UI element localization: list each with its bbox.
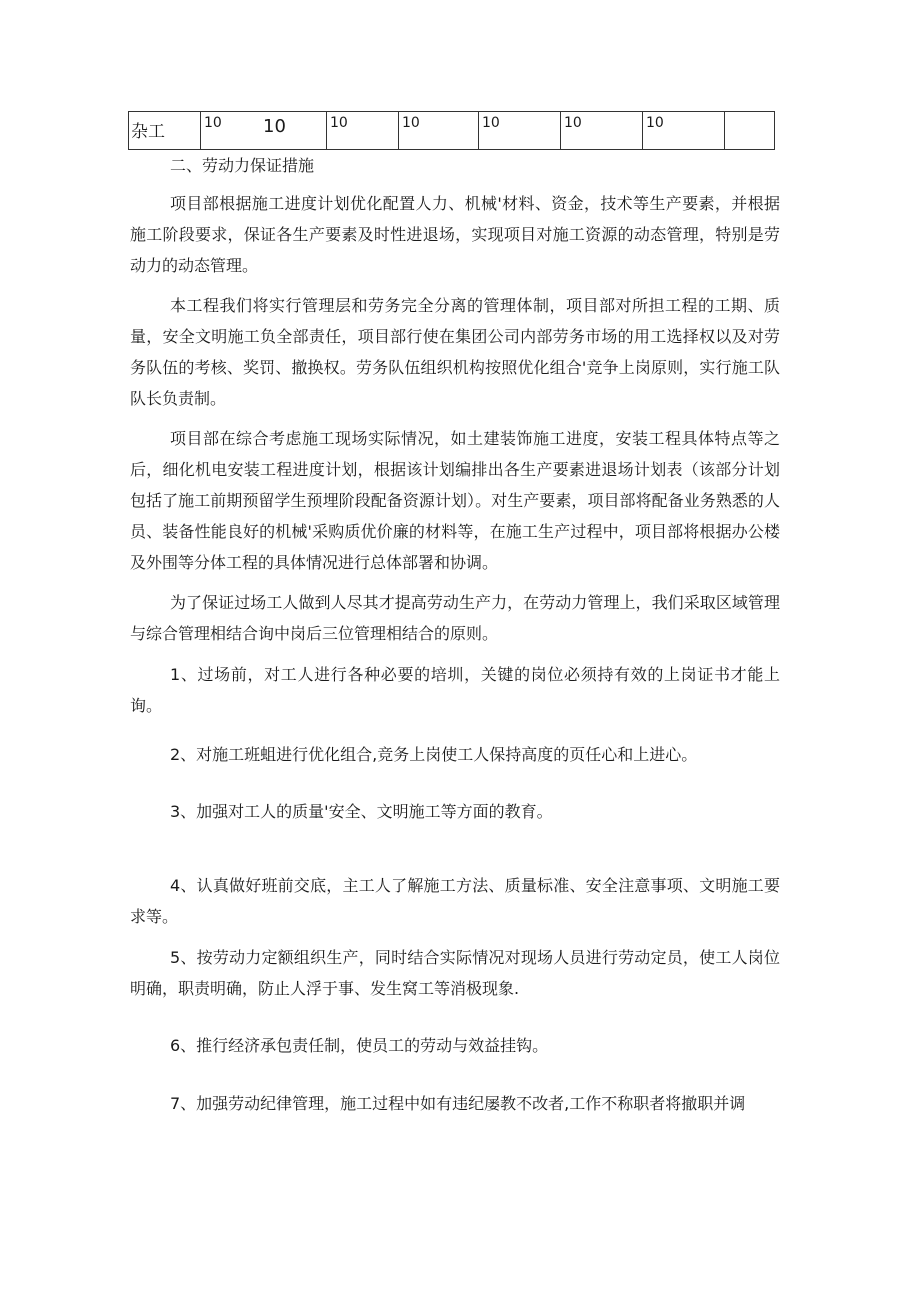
section-heading: 二、劳动力保证措施	[170, 156, 315, 175]
cell-value: 10	[646, 115, 664, 131]
cell-value: 10	[564, 115, 582, 131]
list-item: 2、对施工班蛆进行优化组合,竞务上岗使工人保持高度的页任心和上进心。	[170, 745, 698, 764]
table-cell-label	[129, 112, 201, 150]
paragraph: 为了保证过场工人做到人尽其才提高劳动生产力，在劳动力管理上，我们采取区域管理与综合管理相结合询中岗后三位管理相结合的原则。	[130, 593, 780, 643]
labor-table	[128, 111, 775, 150]
labor-table-fragment	[128, 111, 774, 150]
cell-value: 10	[330, 115, 348, 131]
paragraph: 本工程我们将实行管理层和劳务完全分离的管理体制，项目部对所担工程的工期、质量，安全文明施工负全部责任，项目部行使在集团公司内部劳务市场的用工选择权以及对劳务队伍的考核、奖罚、撤换权。劳务队伍组织机构按照优化组合'竞争上岗原则，实行施工队队长负责制。	[130, 296, 780, 408]
list-item: 4、认真做好班前交底，主工人了解施工方法、质量标准、安全注意事项、文明施工要求等。	[130, 876, 780, 926]
list-item: 6、推行经济承包责任制，使员工的劳动与效益挂钩。	[170, 1036, 549, 1055]
table-cell-empty	[725, 112, 775, 150]
paragraph: 项目部根据施工进度计划优化配置人力、机械'材料、资金，技术等生产要素，并根据施工阶段要求，保证各生产要素及时性进退场，实现项目对施工资源的动态管理，特别是劳动力的动态管理。	[130, 194, 780, 275]
table-cell	[643, 112, 725, 150]
cell-value-large: 10	[263, 116, 286, 137]
list-item: 1、过场前，对工人进行各种必要的培圳，关键的岗位必须持有效的上岗证书才能上询。	[130, 665, 780, 715]
table-cell	[561, 112, 643, 150]
row-label: 杂工	[131, 122, 165, 142]
list-item: 3、加强对工人的质量'安全、文明施工等方面的教育。	[170, 802, 553, 821]
table-cell	[479, 112, 561, 150]
cell-value: 10	[402, 115, 420, 131]
paragraph: 项目部在综合考虑施工现场实际情况，如土建装饰施工进度，安装工程具体特点等之后，细化机电安装工程进度计划，根据该计划编排出各生产要素进退场计划表（该部分计划包括了施工前期预留学生预埋阶段配备资源计划）。对生产要素，项目部将配备业务熟悉的人员、装备性能良好的机械'采购质优价廉的材料等，在施工生产过程中，项目部将根据办公楼及外围等分体工程的具体情况进行总体部署和协调。	[130, 429, 780, 572]
cell-value: 10	[204, 115, 222, 131]
table-cell	[201, 112, 327, 150]
document-body	[130, 150, 780, 1119]
table-cell	[399, 112, 479, 150]
list-item: 7、加强劳动纪律管理，施工过程中如有违纪屡教不改者,工作不称职者将撤职并调	[170, 1094, 746, 1113]
cell-value: 10	[482, 115, 500, 131]
list-item: 5、按劳动力定额组织生产，同时结合实际情况对现场人员进行劳动定员，使工人岗位明确，职责明确，防止人浮于事、发生窝工等消极现象.	[130, 948, 780, 998]
table-row	[129, 112, 775, 150]
table-cell	[327, 112, 399, 150]
